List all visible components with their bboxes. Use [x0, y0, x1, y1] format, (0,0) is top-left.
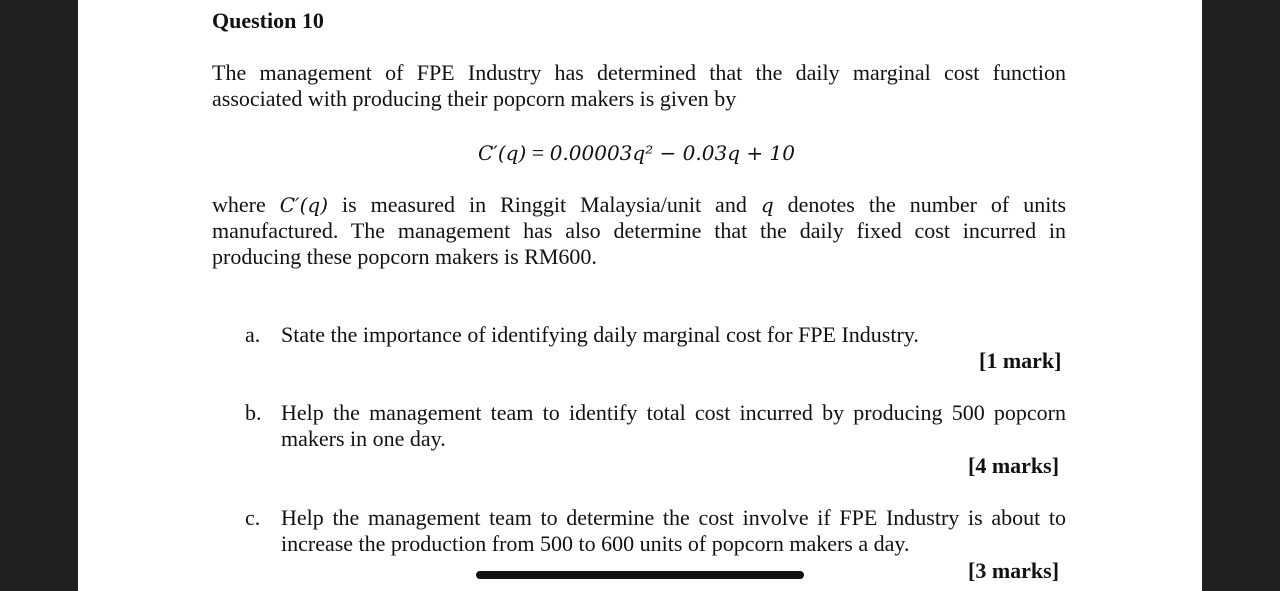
where-line-3: producing these popcorn makers is RM600. [212, 244, 597, 269]
part-a-line-1: State the importance of identifying daily marginal cost for FPE Industry. [281, 322, 919, 347]
where-text-c: denotes the number of units [787, 192, 1067, 217]
intro-line-2: associated with producing their popcorn makers is given by [212, 86, 737, 111]
marginal-cost-formula [478, 140, 795, 166]
where-var-q: q [760, 193, 774, 217]
intro-line-1: The management of FPE Industry has determined that the daily marginal cost function [212, 60, 1066, 85]
part-c-label: c. [245, 505, 261, 530]
part-a-marks: [1 mark] [979, 348, 1062, 373]
formula-lhs: C′(q) [478, 141, 527, 165]
where-var-c: C′(q) [279, 193, 329, 217]
home-indicator-bar[interactable] [476, 571, 804, 579]
part-c-line-1: Help the management team to determine the cost involve if FPE Industry is about to [281, 505, 1066, 530]
part-b-line-2: makers in one day. [281, 426, 446, 451]
part-a-label: a. [245, 322, 261, 347]
part-c-marks: [3 marks] [968, 558, 1060, 583]
part-b-label: b. [245, 400, 262, 425]
formula-rhs: 0.00003q² − 0.03q + 10 [549, 141, 795, 165]
part-b-marks: [4 marks] [968, 453, 1060, 478]
where-text-b: is measured in Ringgit Malaysia/unit and [342, 192, 747, 217]
part-c-line-2: increase the production from 500 to 600 units of popcorn makers a day. [281, 531, 910, 556]
document-page [78, 0, 1202, 591]
part-b-line-1: Help the management team to identify total cost incurred by producing 500 popcorn [281, 400, 1066, 425]
where-line-2: manufactured. The management has also determine that the daily fixed cost incurred in [212, 218, 1066, 243]
where-text-a: where [212, 192, 266, 217]
where-line-1 [212, 192, 1066, 218]
formula-equals: = [531, 140, 545, 165]
question-title: Question 10 [212, 8, 324, 33]
